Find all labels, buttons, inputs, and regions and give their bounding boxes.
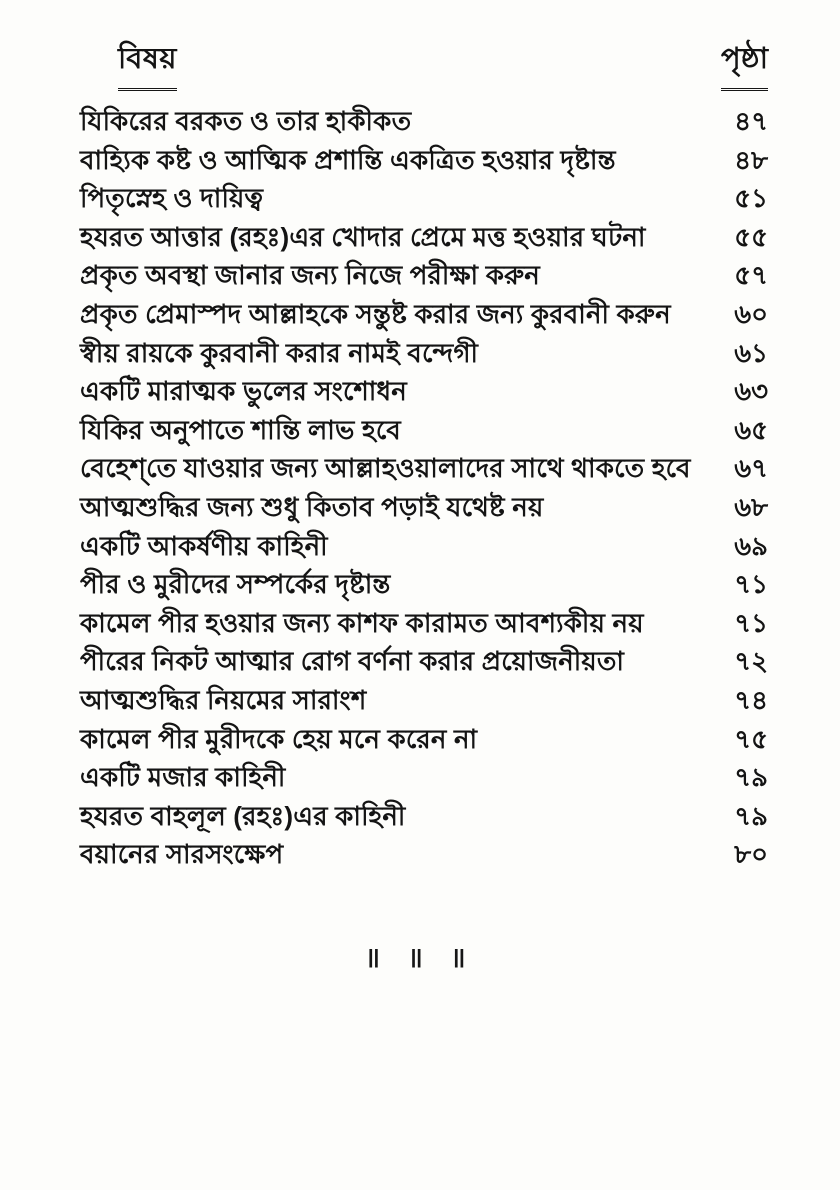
toc-entry-row [80, 217, 768, 256]
toc-entry-title: পিতৃস্নেহ ও দায়িত্ব [80, 183, 264, 214]
toc-entry-title: যিকিরের বরকত ও তার হাকীকত [80, 106, 412, 136]
toc-entry-row [80, 140, 768, 179]
toc-entry-title: আত্মশুদ্ধির জন্য শুধু কিতাব পড়াই যথেষ্ট নয় [80, 491, 544, 522]
toc-entry-title: একটি মারাত্মক ভুলের সংশোধন [80, 376, 408, 407]
toc-entry-row [80, 371, 768, 410]
toc-entry-title: বাহ্যিক কষ্ট ও আত্মিক প্রশান্তি একত্রিত হওয়ার দৃষ্টান্ত [80, 144, 616, 175]
toc-entry-page-number: ৪৭ [734, 106, 768, 136]
toc-entry-page-number: ৬৭ [734, 453, 768, 484]
toc-entry-row [80, 680, 768, 719]
toc-entry-page-number: ৭৪ [734, 684, 768, 715]
toc-entry-page-number: ৬১ [734, 337, 768, 368]
toc-entry-title: হযরত আত্তার (রহঃ)এর খোদার প্রেমে মত্ত হওয়ার ঘটনা [80, 221, 646, 252]
toc-entry-row [80, 796, 768, 835]
toc-page-column-header: পৃষ্ঠা [721, 36, 768, 91]
toc-entry-row [80, 333, 768, 372]
toc-entry-page-number: ৬৫ [734, 414, 768, 445]
toc-entry-title: বয়ানের সারসংক্ষেপ [80, 839, 284, 870]
toc-entry-title: একটি মজার কাহিনী [80, 762, 286, 793]
toc-entry-title: কামেল পীর হওয়ার জন্য কাশফ কারামত আবশ্যকীয় নয় [80, 607, 644, 638]
toc-entry-title: পীরের নিকট আত্মার রোগ বর্ণনা করার প্রয়োজনীয়তা [80, 646, 625, 677]
toc-entry-row [80, 641, 768, 680]
toc-entry-page-number: ৫৭ [734, 260, 768, 291]
toc-entry-page-number: ৫১ [734, 183, 768, 214]
toc-entry-row [80, 834, 768, 873]
toc-entry-title: বেহেশ্‌তে যাওয়ার জন্য আল্লাহওয়ালাদের সাথে থাকতে হবে [80, 453, 691, 484]
toc-entry-page-number: ৬৯ [734, 530, 768, 561]
toc-entry-page-number: ৬৮ [734, 491, 768, 522]
toc-entry-page-number: ৭৫ [734, 723, 768, 754]
toc-entry-title: প্রকৃত প্রেমাস্পদ আল্লাহকে সন্তুষ্ট করার জন্য কুরবানী করুন [80, 298, 671, 329]
toc-entry-page-number: ৭১ [734, 569, 768, 600]
toc-header-row [80, 36, 768, 91]
toc-entry-page-number: ৭২ [734, 646, 768, 677]
toc-entry-title: পীর ও মুরীদের সম্পর্কের দৃষ্টান্ত [80, 569, 391, 600]
toc-entry-page-number: ৮০ [734, 839, 768, 870]
toc-entry-row [80, 757, 768, 796]
toc-entry-title: হযরত বাহলূল (রহঃ)এর কাহিনী [80, 800, 406, 831]
toc-entry-row [80, 564, 768, 603]
toc-entry-title: যিকির অনুপাতে শান্তি লাভ হবে [80, 414, 401, 445]
toc-entry-title: স্বীয় রায়কে কুরবানী করার নামই বন্দেগী [80, 337, 479, 368]
toc-entry-page-number: ৫৫ [734, 221, 768, 252]
toc-entry-row [80, 448, 768, 487]
toc-entry-row [80, 178, 768, 217]
toc-entry-row [80, 255, 768, 294]
toc-entry-page-number: ৬০ [734, 298, 768, 329]
toc-entry-title: কামেল পীর মুরীদকে হেয় মনে করেন না [80, 723, 478, 754]
toc-entry-row [80, 487, 768, 526]
toc-entry-row [80, 526, 768, 565]
toc-entry-title: একটি আকর্ষণীয় কাহিনী [80, 530, 328, 561]
toc-entry-title: প্রকৃত অবস্থা জানার জন্য নিজে পরীক্ষা করুন [80, 260, 540, 291]
toc-subject-column-header: বিষয় [118, 36, 177, 91]
toc-entry-row [80, 101, 768, 140]
toc-entry-page-number: ৭৯ [734, 800, 768, 831]
toc-entry-page-number: ৭৯ [734, 762, 768, 793]
toc-entry-row [80, 294, 768, 333]
toc-entry-title: আত্মশুদ্ধির নিয়মের সারাংশ [80, 684, 367, 715]
toc-entry-row [80, 719, 768, 758]
toc-entry-page-number: ৬৩ [734, 376, 768, 407]
toc-entry-row [80, 603, 768, 642]
toc-entry-row [80, 410, 768, 449]
section-end-ornament: ॥ ॥ ॥ [364, 943, 476, 973]
toc-entry-list [80, 101, 768, 873]
toc-entry-page-number: ৪৮ [734, 144, 768, 175]
toc-entry-page-number: ৭১ [734, 607, 768, 638]
